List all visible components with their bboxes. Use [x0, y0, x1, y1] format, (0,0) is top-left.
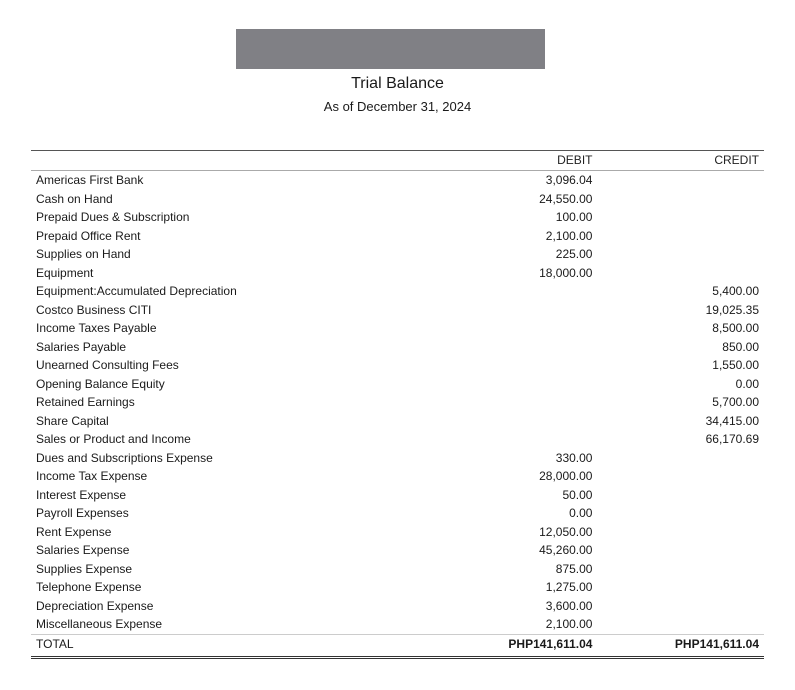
account-name[interactable]: Cash on Hand — [36, 191, 113, 206]
debit-amount[interactable] — [480, 282, 598, 301]
account-name[interactable]: Supplies on Hand — [36, 247, 131, 261]
table-row — [31, 430, 764, 449]
credit-amount[interactable] — [597, 504, 764, 523]
table-row — [31, 264, 764, 283]
debit-amount[interactable]: 1,275.00 — [545, 580, 593, 594]
debit-amount[interactable]: 3,096.04 — [545, 173, 593, 187]
account-name[interactable]: Unearned Consulting Fees — [36, 358, 179, 372]
debit-amount[interactable]: 3,600.00 — [545, 598, 593, 613]
account-name[interactable]: Supplies Expense — [36, 561, 133, 576]
account-name[interactable]: Equipment — [36, 265, 94, 280]
account-name[interactable]: Income Taxes Payable — [36, 321, 157, 335]
table-row — [31, 449, 764, 468]
debit-amount[interactable]: 100.00 — [555, 210, 593, 224]
credit-amount[interactable]: 850.00 — [722, 339, 759, 354]
table-row — [31, 578, 764, 597]
table-row — [31, 597, 764, 616]
credit-amount[interactable] — [597, 467, 764, 486]
account-name[interactable]: Income Tax Expense — [36, 469, 148, 483]
credit-amount[interactable] — [597, 560, 764, 579]
table-row — [31, 282, 764, 301]
total-row — [31, 634, 764, 657]
table-row — [31, 467, 764, 486]
account-name[interactable]: Prepaid Dues & Subscription — [36, 210, 190, 224]
table-row — [31, 245, 764, 264]
credit-amount[interactable]: 5,700.00 — [712, 395, 759, 409]
credit-amount[interactable]: 34,415.00 — [705, 413, 759, 428]
account-name[interactable]: Interest Expense — [36, 487, 127, 502]
debit-amount[interactable]: 18,000.00 — [539, 265, 593, 280]
total-label: TOTAL — [31, 634, 480, 657]
table-row — [31, 208, 764, 227]
credit-amount[interactable] — [597, 523, 764, 542]
debit-amount[interactable]: 2,100.00 — [545, 228, 593, 243]
account-name[interactable]: Sales or Product and Income — [36, 432, 191, 446]
account-name[interactable]: Payroll Expenses — [36, 506, 129, 520]
account-name[interactable]: Opening Balance Equity — [36, 376, 165, 391]
account-name[interactable]: Salaries Expense — [36, 543, 130, 557]
account-name[interactable]: Depreciation Expense — [36, 598, 154, 613]
credit-amount[interactable]: 5,400.00 — [712, 284, 759, 298]
report-title: Trial Balance — [351, 75, 444, 92]
report-date: As of December 31, 2024 — [323, 99, 472, 114]
table-row — [31, 393, 764, 412]
credit-amount[interactable] — [597, 190, 764, 209]
debit-amount[interactable]: 12,050.00 — [539, 524, 593, 539]
account-name[interactable]: Retained Earnings — [36, 395, 135, 409]
total-debit: PHP141,611.04 — [480, 634, 598, 657]
table-row — [31, 227, 764, 246]
account-name[interactable]: Share Capital — [36, 413, 109, 428]
account-name[interactable]: Costco Business CITI — [36, 302, 152, 317]
credit-amount[interactable] — [597, 615, 764, 634]
total-credit: PHP141,611.04 — [597, 634, 764, 657]
account-name[interactable]: Equipment:Accumulated Depreciation — [36, 284, 237, 298]
table-row — [31, 615, 764, 634]
credit-amount[interactable] — [597, 264, 764, 283]
header-debit[interactable]: DEBIT — [480, 151, 598, 171]
credit-amount[interactable] — [597, 578, 764, 597]
account-name[interactable]: Dues and Subscriptions Expense — [36, 450, 213, 465]
table-body — [31, 171, 764, 635]
table-row — [31, 356, 764, 375]
account-name[interactable]: Miscellaneous Expense — [36, 617, 163, 631]
account-name[interactable]: Prepaid Office Rent — [36, 228, 141, 243]
debit-amount[interactable] — [480, 356, 598, 375]
table-row — [31, 301, 764, 320]
debit-amount[interactable]: 875.00 — [555, 561, 593, 576]
credit-amount[interactable]: 0.00 — [735, 376, 759, 391]
credit-amount[interactable] — [597, 597, 764, 616]
debit-amount[interactable] — [480, 338, 598, 357]
table-row — [31, 523, 764, 542]
credit-amount[interactable] — [597, 541, 764, 560]
debit-amount[interactable] — [480, 430, 598, 449]
table-row — [31, 504, 764, 523]
table-row — [31, 190, 764, 209]
credit-amount[interactable] — [597, 245, 764, 264]
credit-amount[interactable]: 8,500.00 — [712, 321, 759, 335]
table-row — [31, 412, 764, 431]
debit-amount[interactable]: 330.00 — [555, 450, 593, 465]
debit-amount[interactable]: 45,260.00 — [539, 543, 593, 557]
table-row — [31, 319, 764, 338]
table-row — [31, 560, 764, 579]
table-row — [31, 171, 764, 190]
debit-amount[interactable]: 28,000.00 — [539, 469, 593, 483]
debit-amount[interactable]: 50.00 — [562, 487, 593, 502]
table-row — [31, 486, 764, 505]
company-name-redacted — [236, 29, 545, 69]
debit-amount[interactable]: 225.00 — [555, 247, 593, 261]
debit-amount[interactable] — [480, 301, 598, 320]
debit-amount[interactable] — [480, 412, 598, 431]
credit-amount[interactable] — [597, 208, 764, 227]
debit-amount[interactable] — [480, 319, 598, 338]
credit-amount[interactable]: 1,550.00 — [712, 358, 759, 372]
credit-amount[interactable] — [597, 449, 764, 468]
header-credit[interactable]: CREDIT — [597, 151, 764, 171]
header-account — [31, 151, 480, 171]
trial-balance-table — [31, 150, 764, 659]
account-name[interactable]: Telephone Expense — [36, 580, 142, 594]
credit-amount[interactable]: 66,170.69 — [705, 432, 759, 446]
account-name[interactable]: Rent Expense — [36, 524, 112, 539]
debit-amount[interactable] — [480, 375, 598, 394]
debit-amount[interactable]: 2,100.00 — [545, 617, 593, 631]
debit-amount[interactable]: 0.00 — [569, 506, 593, 520]
account-name[interactable]: Salaries Payable — [36, 339, 127, 354]
table-row — [31, 338, 764, 357]
table-row — [31, 375, 764, 394]
credit-amount[interactable] — [597, 227, 764, 246]
debit-amount[interactable]: 24,550.00 — [539, 191, 593, 206]
credit-amount[interactable] — [597, 171, 764, 190]
account-name[interactable]: Americas First Bank — [36, 173, 144, 187]
table-row — [31, 541, 764, 560]
debit-amount[interactable] — [480, 393, 598, 412]
credit-amount[interactable]: 19,025.35 — [705, 302, 759, 317]
credit-amount[interactable] — [597, 486, 764, 505]
header-row — [31, 151, 764, 171]
